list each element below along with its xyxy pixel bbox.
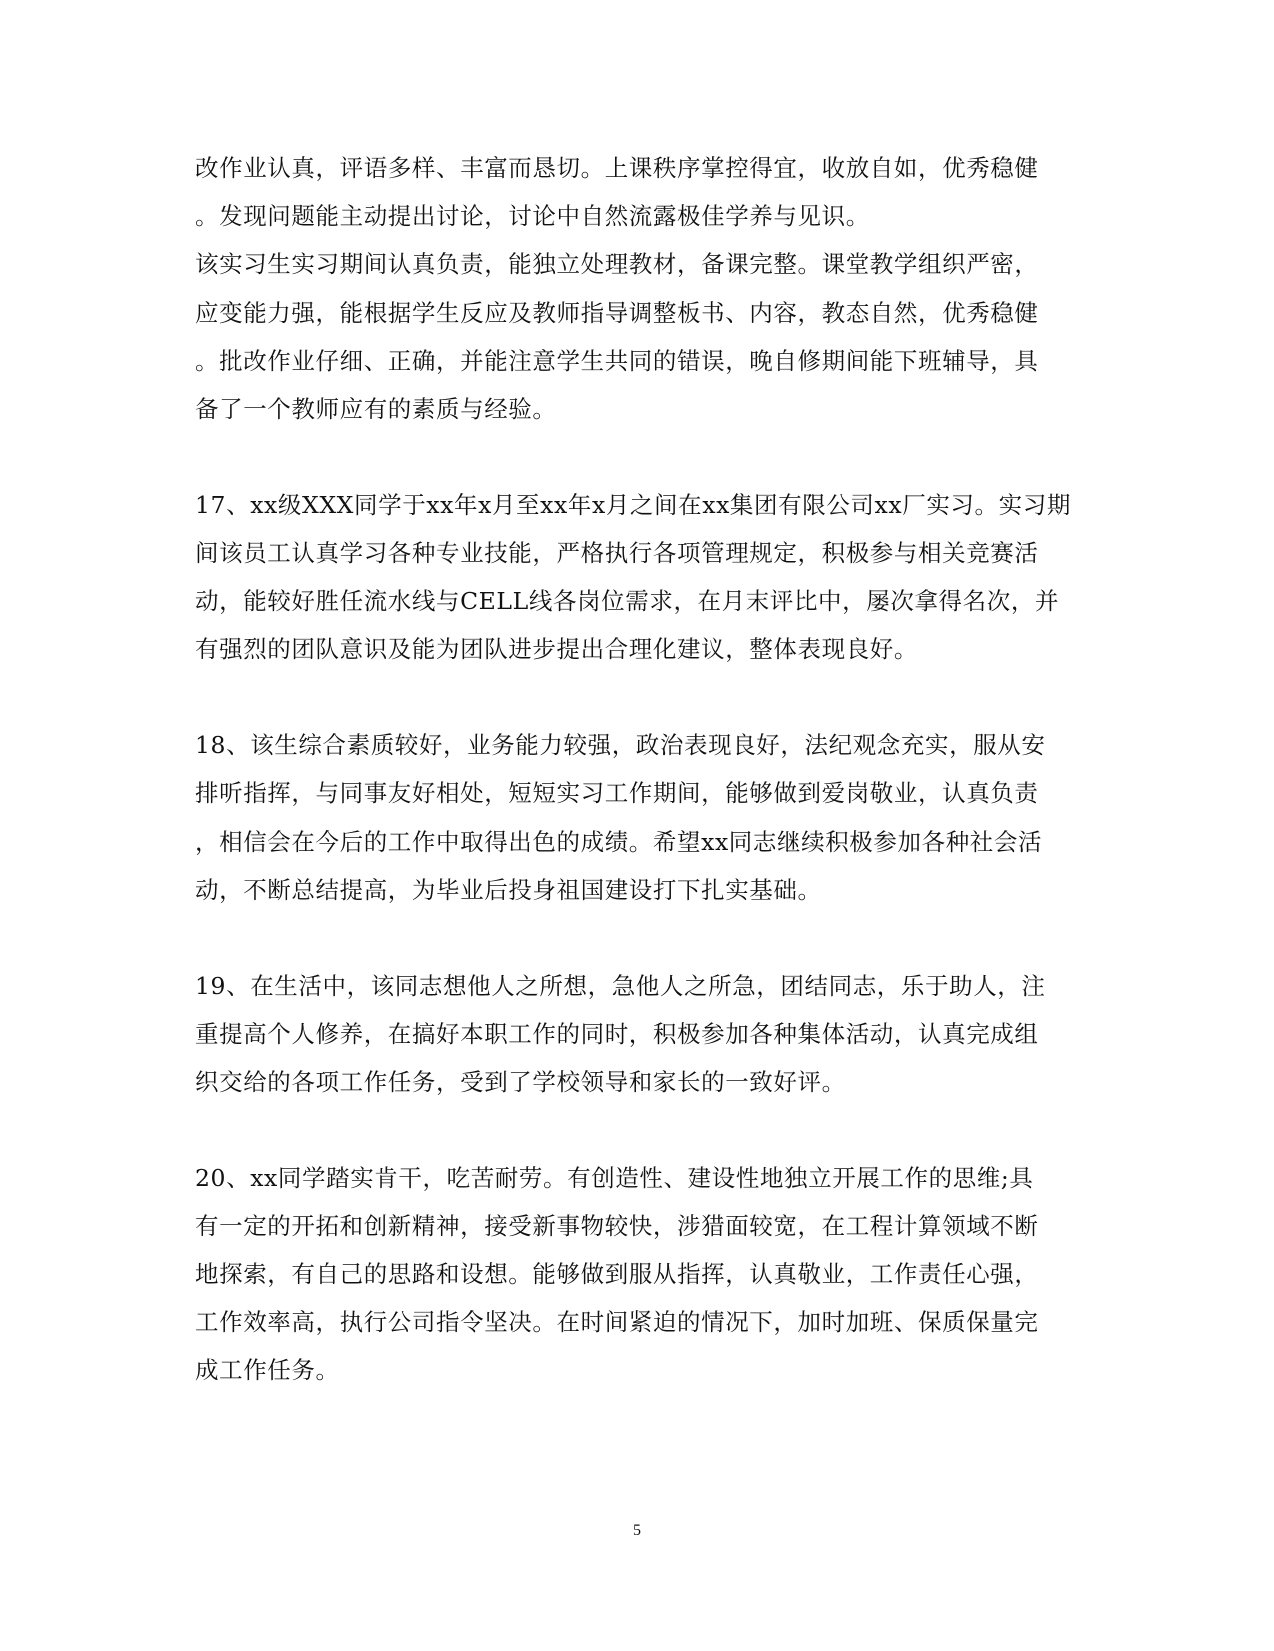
text-line: 动，不断总结提高，为毕业后投身祖国建设打下扎实基础。 [195,876,822,904]
text-line: 重提高个人修养，在搞好本职工作的同时，积极参加各种集体活动，认真完成组 [195,1020,1039,1048]
text-line: 19、在生活中，该同志想他人之所想，急他人之所急，团结同志，乐于助人，注 [195,972,1046,1000]
text-line: 动，能较好胜任流水线与CELL线各岗位需求，在月末评比中，屡次拿得名次，并 [195,587,1060,615]
text-line: 织交给的各项工作任务，受到了学校领导和家长的一致好评。 [195,1068,846,1096]
text-line: 改作业认真，评语多样、丰富而恳切。上课秩序掌控得宜，收放自如，优秀稳健 [195,154,1039,182]
text-line: ，相信会在今后的工作中取得出色的成绩。希望xx同志继续积极参加各种社会活 [195,828,1043,856]
text-line: 间该员工认真学习各种专业技能，严格执行各项管理规定，积极参与相关竞赛活 [195,539,1039,567]
text-line: 有一定的开拓和创新精神，接受新事物较快，涉猎面较宽，在工程计算领域不断 [195,1212,1039,1240]
text-line: 地探索，有自己的思路和设想。能够做到服从指挥，认真敬业，工作责任心强， [195,1260,1039,1288]
text-line: 。发现问题能主动提出讨论，讨论中自然流露极佳学养与见识。 [195,202,870,230]
text-line: 有强烈的团队意识及能为团队进步提出合理化建议，整体表现良好。 [195,635,918,663]
text-line: 17、xx级XXX同学于xx年x月至xx年x月之间在xx集团有限公司xx厂实习。实习期 [195,491,1071,519]
text-line: 工作效率高，执行公司指令坚决。在时间紧迫的情况下，加时加班、保质保量完 [195,1308,1039,1336]
text-line: 18、该生综合素质较好，业务能力较强，政治表现良好，法纪观念充实，服从安 [195,731,1046,759]
text-line: 该实习生实习期间认真负责，能独立处理教材，备课完整。课堂教学组织严密， [195,250,1039,278]
text-line: 20、xx同学踏实肯干，吃苦耐劳。有创造性、建设性地独立开展工作的思维;具 [195,1164,1034,1192]
text-line: 应变能力强，能根据学生反应及教师指导调整板书、内容，教态自然，优秀稳健 [195,299,1039,327]
text-line: 成工作任务。 [195,1356,340,1384]
text-line: 排听指挥，与同事友好相处，短短实习工作期间，能够做到爱岗敬业，认真负责 [195,779,1039,807]
text-line: 备了一个教师应有的素质与经验。 [195,395,557,423]
page-number: 5 [633,1522,641,1539]
text-line: 。批改作业仔细、正确，并能注意学生共同的错误，晚自修期间能下班辅导，具 [195,347,1039,375]
